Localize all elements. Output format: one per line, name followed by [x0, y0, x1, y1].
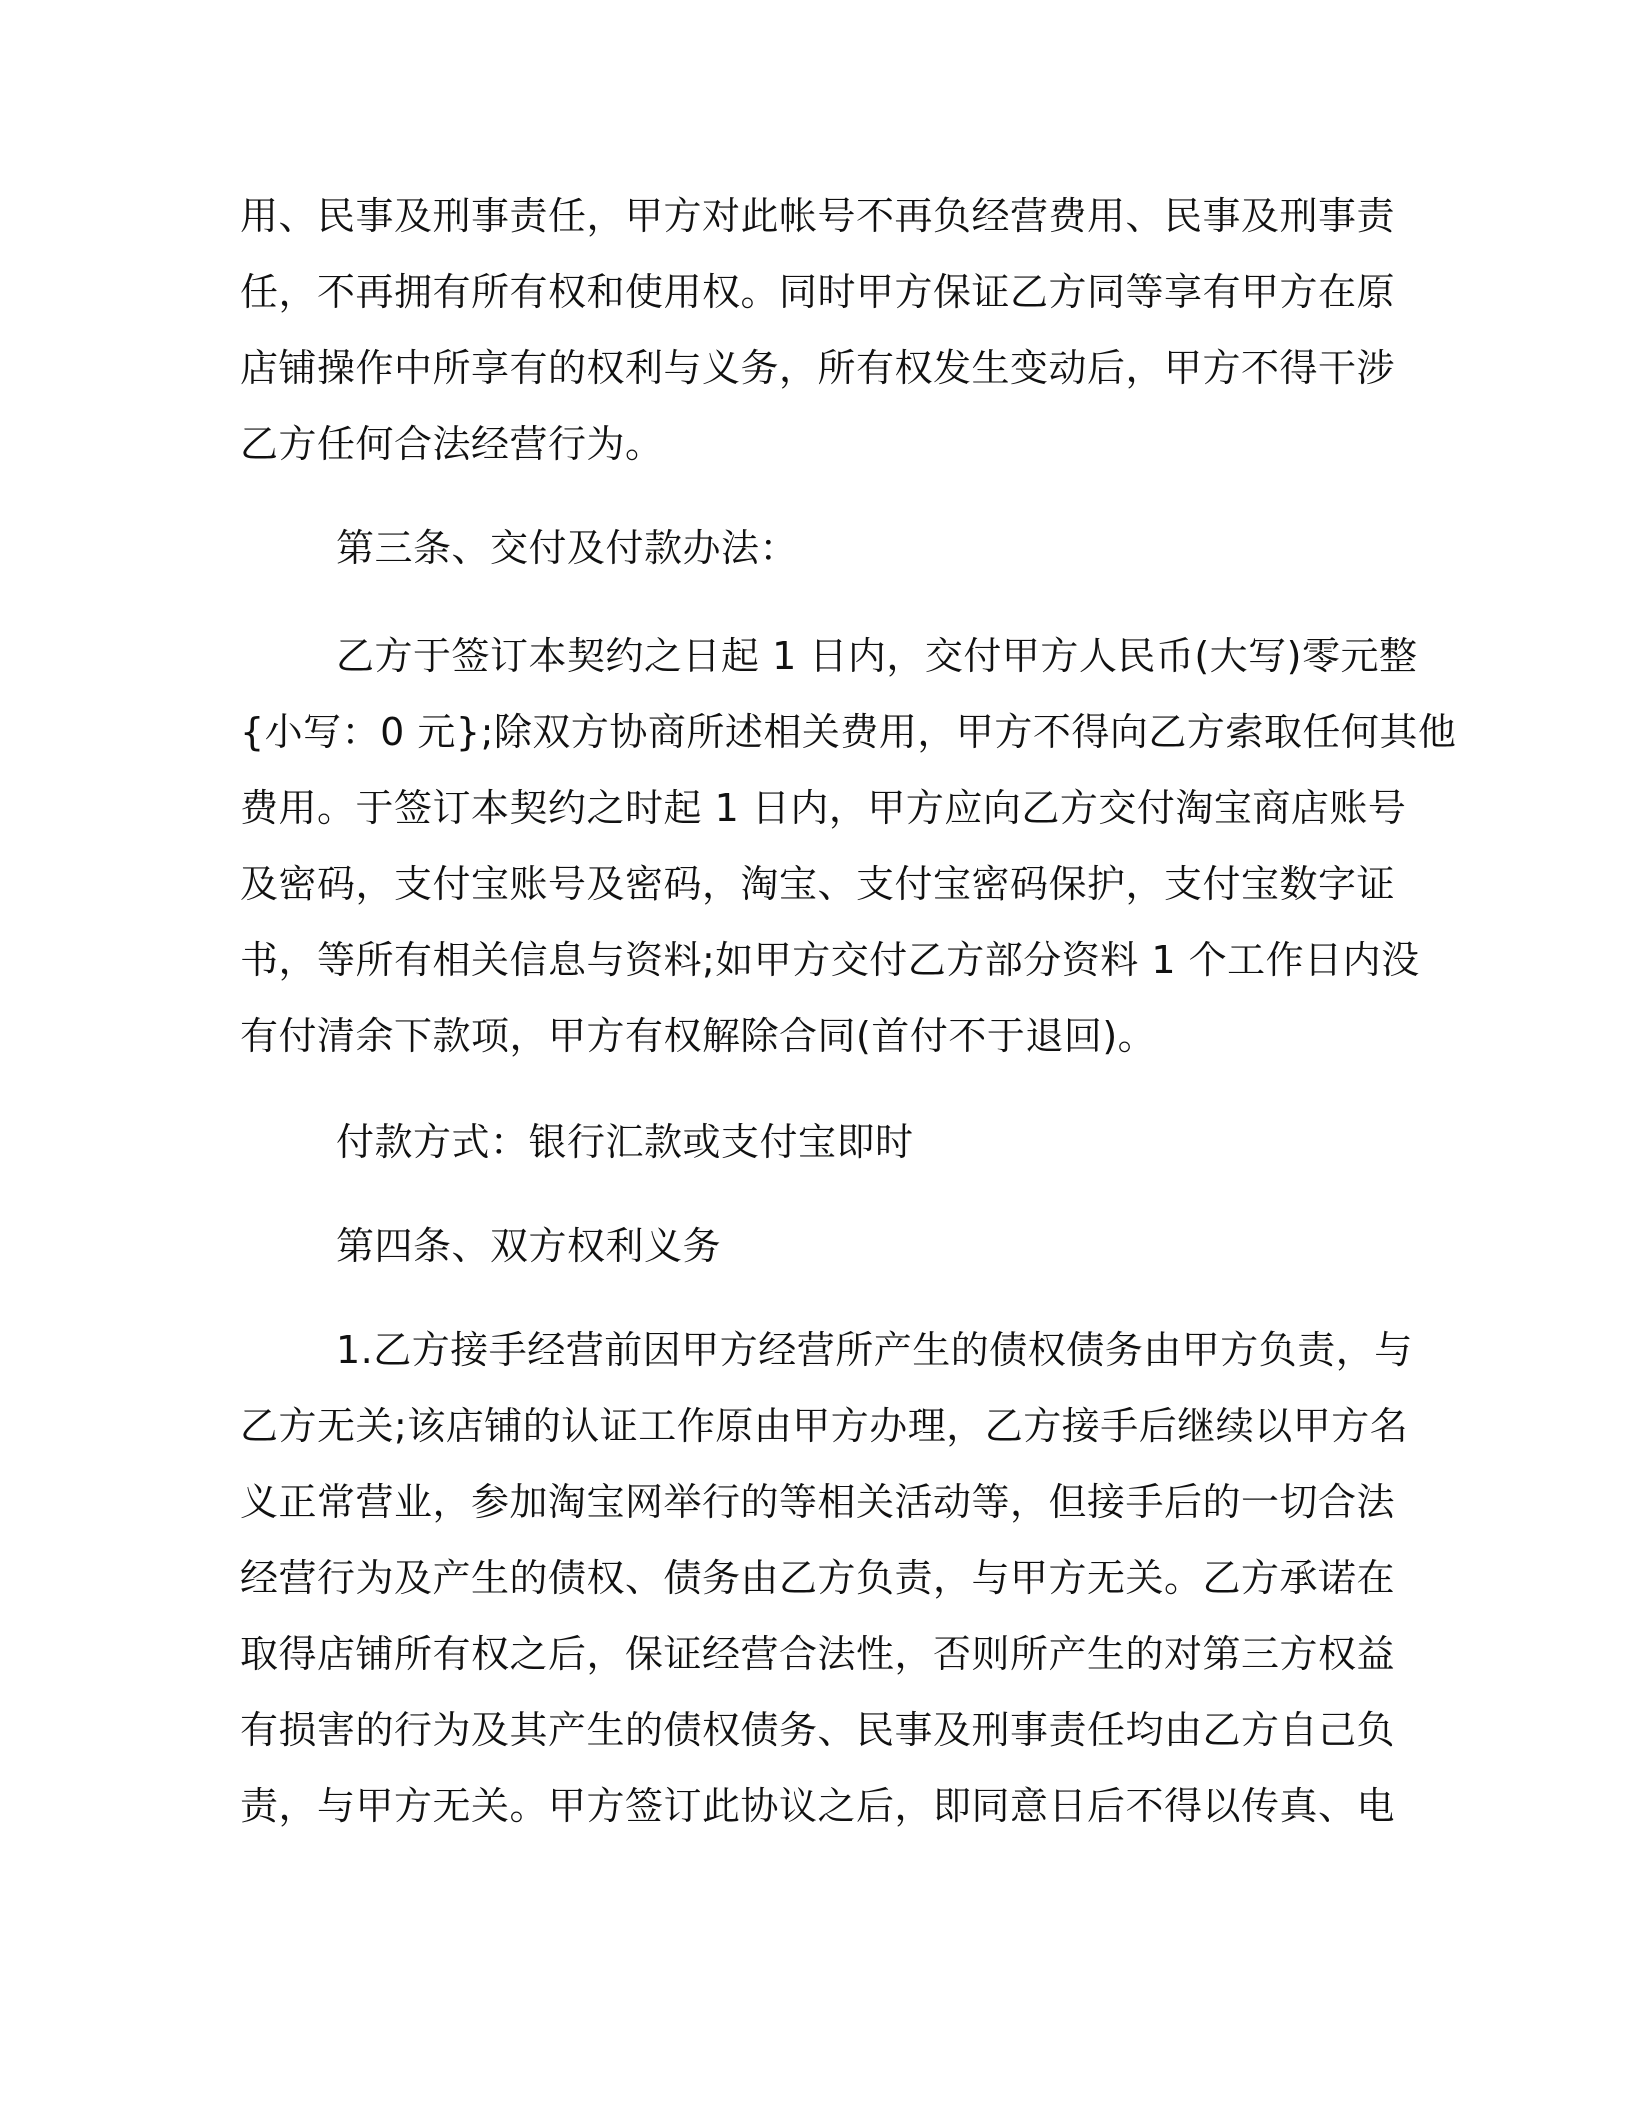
text-line: 1.乙方接手经营前因甲方经营所产生的债权债务由甲方负责，与	[336, 1328, 1413, 1372]
text-line: 书，等所有相关信息与资料;如甲方交付乙方部分资料 1 个工作日内没	[240, 938, 1420, 982]
text-line: 用、民事及刑事责任，甲方对此帐号不再负经营费用、民事及刑事责	[240, 194, 1396, 238]
text-line: 经营行为及产生的债权、债务由乙方负责，与甲方无关。乙方承诺在	[240, 1556, 1396, 1600]
section-heading: 第三条、交付及付款办法：	[336, 526, 799, 570]
text-line: 有付清余下款项，甲方有权解除合同(首付不于退回)。	[240, 1014, 1157, 1058]
text-line: 乙方任何合法经营行为。	[240, 422, 664, 466]
text-line: 义正常营业，参加淘宝网举行的等相关活动等，但接手后的一切合法	[240, 1480, 1396, 1524]
text-line: 乙方于签订本契约之日起 1 日内，交付甲方人民币(大写)零元整	[336, 634, 1418, 678]
text-line: 责，与甲方无关。甲方签订此协议之后，即同意日后不得以传真、电	[240, 1784, 1396, 1828]
text-line: 及密码，支付宝账号及密码，淘宝、支付宝密码保护，支付宝数字证	[240, 862, 1396, 906]
text-line: 费用。于签订本契约之时起 1 日内，甲方应向乙方交付淘宝商店账号	[240, 786, 1407, 830]
text-line: 取得店铺所有权之后，保证经营合法性，否则所产生的对第三方权益	[240, 1632, 1396, 1676]
payment-method: 付款方式：银行汇款或支付宝即时	[336, 1120, 914, 1164]
text-line: 乙方无关;该店铺的认证工作原由甲方办理，乙方接手后继续以甲方名	[240, 1404, 1409, 1448]
text-line: 有损害的行为及其产生的债权债务、民事及刑事责任均由乙方自己负	[240, 1708, 1396, 1752]
text-line: 店铺操作中所享有的权利与义务，所有权发生变动后，甲方不得干涉	[240, 346, 1396, 390]
text-line: {小写：0 元};除双方协商所述相关费用，甲方不得向乙方索取任何其他	[240, 710, 1457, 754]
text-line: 任，不再拥有所有权和使用权。同时甲方保证乙方同等享有甲方在原	[240, 270, 1396, 314]
section-heading: 第四条、双方权利义务	[336, 1224, 722, 1268]
